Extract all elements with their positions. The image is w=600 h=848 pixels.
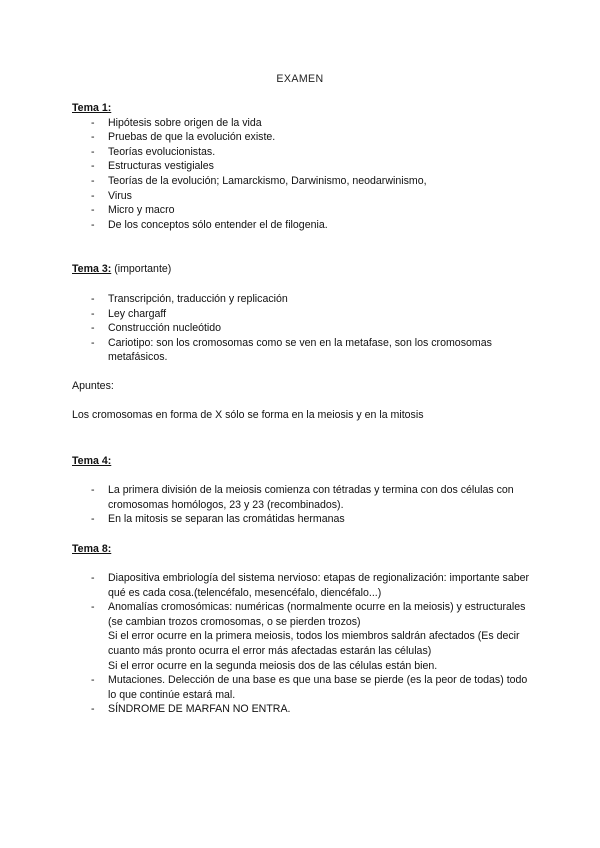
tema-1-list: [72, 116, 532, 233]
tema-3-heading: Tema 3:: [72, 263, 112, 275]
list-item: - Pruebas de que la evolución existe.: [72, 130, 532, 145]
apuntes-text: Los cromosomas en forma de X sólo se forma en la meiosis y en la mitosis: [72, 409, 424, 421]
list-item: - Micro y macro: [72, 203, 532, 218]
list-item: - Mutaciones. Delección de una base es que una base se pierde (es la peor de todas) todo lo que continúe estará mal.: [72, 673, 532, 702]
tema-3-list: [72, 292, 532, 365]
list-item: - Teorías de la evolución; Lamarckismo, Darwinismo, neodarwinismo,: [72, 174, 532, 189]
tema-8-list: [72, 571, 532, 717]
anomalias-text: Anomalías cromosómicas: numéricas (normalmente ocurre en la meiosis) y estructurales (se cambian trozos cromosomas, o se pierden trozos): [108, 601, 526, 628]
tema-4-list: [72, 483, 532, 527]
list-item: - Ley chargaff: [72, 307, 532, 322]
anomalias-extra-1: Si el error ocurre en la primera meiosis, todos los miembros saldrán afectados (Es decir cuanto más pronto ocurra el error más afectadas estarán las células): [108, 630, 520, 657]
list-item: - Estructuras vestigiales: [72, 159, 532, 174]
section-tema-4: [72, 454, 532, 469]
list-item: - La primera división de la meiosis comienza con tétradas y termina con dos células con cromosomas homólogos, 23 y 23 (recombinados).: [72, 483, 532, 512]
apuntes-section: [72, 379, 532, 394]
apuntes-text-wrap: [72, 408, 532, 423]
tema-3-note: (importante): [111, 263, 172, 275]
tema-8-heading: Tema 8:: [72, 543, 112, 555]
tema-4-heading: Tema 4:: [72, 455, 112, 467]
list-item: - Teorías evolucionistas.: [72, 145, 532, 160]
list-item: - Virus: [72, 189, 532, 204]
document-title: EXAMEN: [276, 73, 324, 85]
list-item: [72, 600, 532, 673]
list-item: - Construcción nucleótido: [72, 321, 532, 336]
apuntes-label: Apuntes:: [72, 380, 114, 392]
tema-8-list-wrap: [72, 571, 532, 717]
anomalias-extra-2: Si el error ocurre en la segunda meiosis dos de las células están bien.: [108, 659, 438, 672]
tema-1-heading: Tema 1:: [72, 102, 112, 114]
tema-4-list-wrap: [72, 483, 532, 527]
list-item: - De los conceptos sólo entender el de filogenia.: [72, 218, 532, 233]
section-tema-1: [72, 101, 532, 232]
section-tema-8: [72, 542, 532, 557]
list-item: - Diapositiva embriología del sistema nervioso: etapas de regionalización: importante saber qué es cada cosa.(telencéfalo, mesencéfalo, diencéfalo...): [72, 571, 532, 600]
list-item: - Cariotipo: son los cromosomas como se ven en la metafase, son los cromosomas metafásicos.: [72, 336, 532, 365]
list-item: - SÍNDROME DE MARFAN NO ENTRA.: [72, 702, 532, 717]
list-item: - Transcripción, traducción y replicación: [72, 292, 532, 307]
list-item: - En la mitosis se separan las cromátidas hermanas: [72, 512, 532, 527]
tema-3-list-wrap: [72, 292, 532, 365]
section-tema-3: [72, 262, 532, 277]
list-item: - Hipótesis sobre origen de la vida: [72, 116, 532, 131]
